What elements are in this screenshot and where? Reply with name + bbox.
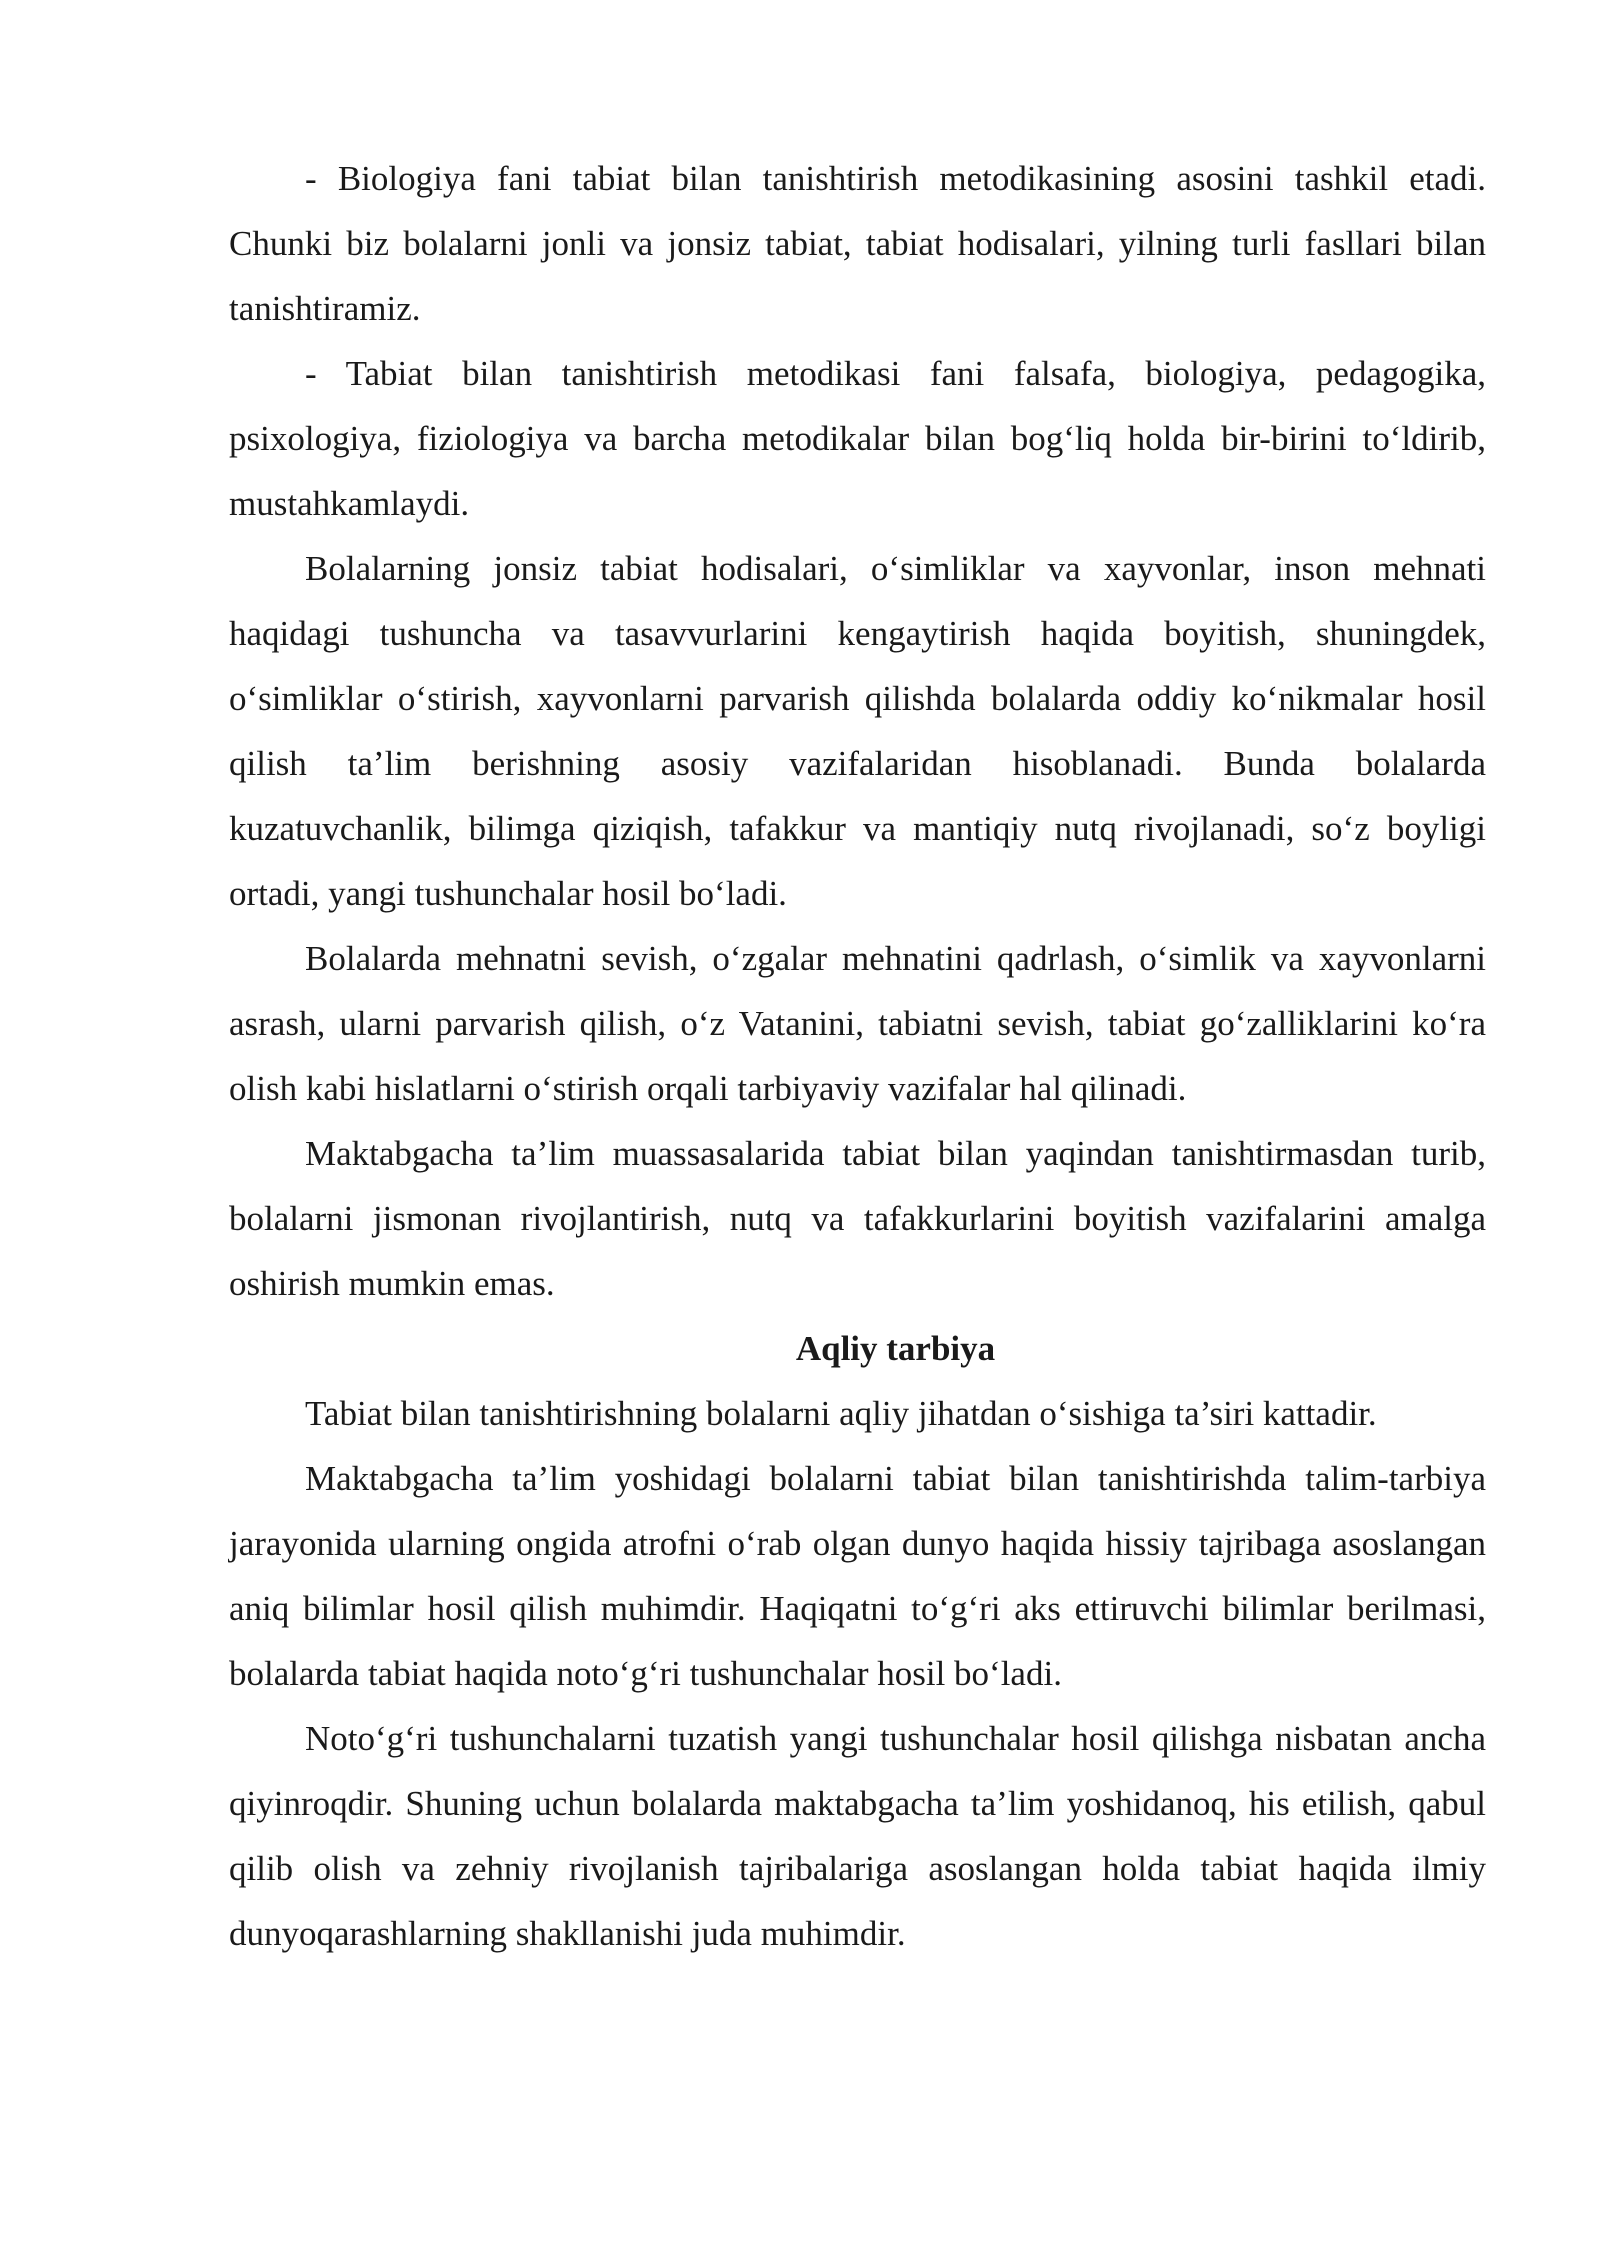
paragraph-maktabgacha: Maktabgacha ta’lim muassasalarida tabiat bilan yaqindan tanishtirmasdan turib, bolalarni jismonan rivojlantirish, nutq va tafakkurlarini boyitish vazifalarini amalga oshirish mumkin emas. <box>229 1134 1486 1303</box>
paragraph-vazifalar: Bolalarning jonsiz tabiat hodisalari, o‘simliklar va xayvonlar, inson mehnati haqidagi tushuncha va tasavvurlarini kengaytirish haqida boyitish, shuningdek, o‘simliklar o‘stirish, xayvonlarni parvarish qilishda bolalarda oddiy ko‘nikmalar hosil qilish ta’lim berishning asosiy vazifalaridan hisoblanadi. Bunda bolalarda kuzatuvchanlik, bilimga qiziqish, tafakkur va mantiqiy nutq rivojlanadi, so‘z boyligi ortadi, yangi tushunchalar hosil bo‘ladi. <box>229 549 1486 913</box>
section-heading: Aqliy tarbiya <box>795 1329 996 1368</box>
paragraph-tarbiyaviy: Bolalarda mehnatni sevish, o‘zgalar mehnatini qadrlash, o‘simlik va xayvonlarni asrash, ularni parvarish qilish, o‘z Vatanini, tabiatni sevish, tabiat go‘zalliklarini ko‘ra olish kabi hislatlarni o‘stirish orqali tarbiyaviy vazifalar hal qilinadi. <box>229 939 1486 1108</box>
paragraph-biologiya: - Biologiya fani tabiat bilan tanishtirish metodikasining asosini tashkil etadi. Chunki biz bolalarni jonli va jonsiz tabiat, tabiat hodisalari, yilning turli fasllari bilan tanishtiramiz. <box>229 159 1486 328</box>
paragraph-tushunchalar: Noto‘g‘ri tushunchalarni tuzatish yangi tushunchalar hosil qilishga nisbatan ancha qiyinroqdir. Shuning uchun bolalarda maktabgacha ta’lim yoshidanoq, his etilish, qabul qilib olish va zehniy rivojlanish tajribalariga asoslangan holda tabiat haqida ilmiy dunyoqarashlarning shakllanishi juda muhimdir. <box>229 1719 1486 1953</box>
document-page <box>229 146 1486 1966</box>
paragraph-metodikasi: - Tabiat bilan tanishtirish metodikasi fani falsafa, biologiya, pedagogika, psixologiya, fiziologiya va barcha metodikalar bilan bog‘liq holda bir-birini to‘ldirib, mustahkamlaydi. <box>229 354 1486 523</box>
paragraph-bilimlar: Maktabgacha ta’lim yoshidagi bolalarni tabiat bilan tanishtirishda talim-tarbiya jarayonida ularning ongida atrofni o‘rab olgan dunyo haqida hissiy tajribaga asoslangan aniq bilimlar hosil qilish muhimdir. Haqiqatni to‘g‘ri aks ettiruvchi bilimlar berilmasi, bolalarda tabiat haqida noto‘g‘ri tushunchalar hosil bo‘ladi. <box>229 1459 1486 1693</box>
paragraph-aqliy-intro: Tabiat bilan tanishtirishning bolalarni aqliy jihatdan o‘sishiga ta’siri kattadir. <box>305 1394 1377 1433</box>
